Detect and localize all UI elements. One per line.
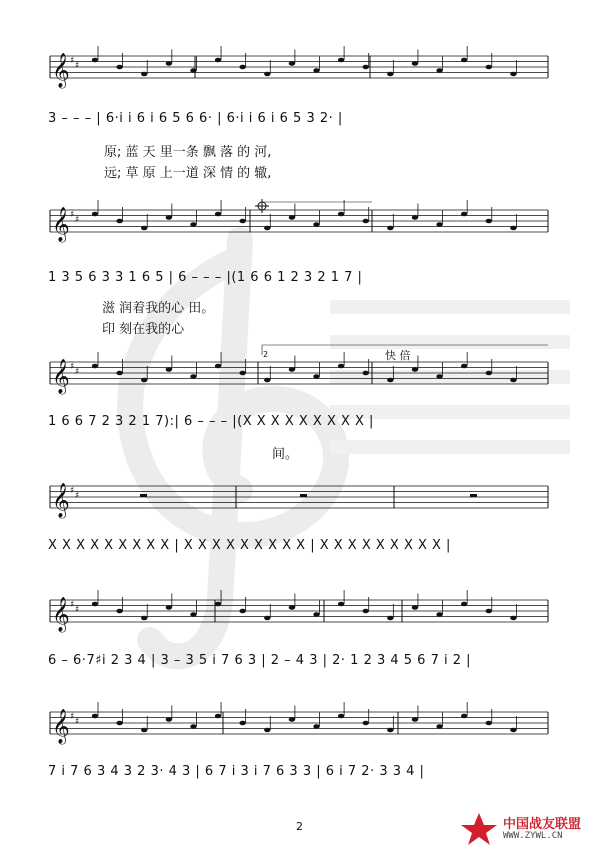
- half-rest: [140, 494, 147, 497]
- note-head: [141, 72, 147, 77]
- note-head: [92, 212, 98, 217]
- note-head: [264, 378, 270, 383]
- site-url: WWW.ZYWL.CN: [503, 831, 563, 841]
- note-head: [239, 609, 245, 614]
- note-head: [190, 612, 196, 617]
- note-head: [289, 367, 295, 372]
- sharp-icon: ♯: [75, 367, 80, 377]
- note-head: [215, 714, 221, 719]
- lyric-line: 原; 蓝 天 里一条 飘 落 的 河,: [104, 145, 272, 160]
- note-head: [387, 616, 393, 621]
- note-head: [338, 212, 344, 217]
- sharp-icon: ♯: [70, 210, 75, 220]
- note-head: [363, 65, 369, 70]
- note-head: [166, 215, 172, 220]
- note-head: [239, 65, 245, 70]
- note-head: [313, 612, 319, 617]
- sharp-icon: ♯: [75, 717, 80, 727]
- note-head: [486, 371, 492, 376]
- note-head: [363, 721, 369, 726]
- note-head: [338, 714, 344, 719]
- note-head: [486, 609, 492, 614]
- note-head: [313, 222, 319, 227]
- note-head: [239, 371, 245, 376]
- volta-number: 2: [263, 350, 269, 359]
- note-head: [486, 219, 492, 224]
- note-head: [363, 371, 369, 376]
- note-head: [387, 226, 393, 231]
- note-head: [116, 65, 122, 70]
- note-head: [289, 717, 295, 722]
- sharp-icon: ♯: [75, 491, 80, 501]
- note-head: [510, 616, 516, 621]
- half-rest: [300, 494, 307, 497]
- note-head: [436, 612, 442, 617]
- note-head: [363, 219, 369, 224]
- jianpu-row: 1 6 6 7 2 3 2 1 7):| 6 – – – |(X X X X X X X X X |: [48, 414, 374, 429]
- note-head: [166, 61, 172, 66]
- note-head: [363, 609, 369, 614]
- note-head: [92, 364, 98, 369]
- note-head: [510, 226, 516, 231]
- sharp-icon: ♯: [70, 600, 75, 610]
- sharp-icon: ♯: [75, 605, 80, 615]
- note-head: [289, 215, 295, 220]
- note-head: [166, 717, 172, 722]
- lyric-line: 远; 草 原 上一道 深 情 的 辙,: [104, 166, 272, 181]
- half-rest: [470, 494, 477, 497]
- note-head: [141, 728, 147, 733]
- sharp-icon: ♯: [75, 215, 80, 225]
- note-head: [338, 58, 344, 63]
- note-head: [338, 364, 344, 369]
- note-head: [436, 374, 442, 379]
- note-head: [215, 602, 221, 607]
- jianpu-row: 3 – – – | 6·i i 6 i 6 5 6 6· | 6·i i 6 i 6 5 3 2· |: [48, 111, 343, 126]
- treble-clef-icon: 𝄞: [52, 597, 70, 632]
- note-head: [486, 65, 492, 70]
- note-head: [461, 364, 467, 369]
- jianpu-row: 7 i 7 6 3 4 3 2 3· 4 3 | 6 7 i 3 i 7 6 3 3 | 6 i 7 2· 3 3 4 |: [48, 764, 425, 779]
- note-head: [412, 367, 418, 372]
- note-head: [166, 605, 172, 610]
- note-head: [412, 605, 418, 610]
- treble-clef-icon: 𝄞: [52, 359, 70, 394]
- note-head: [215, 212, 221, 217]
- note-head: [215, 58, 221, 63]
- note-head: [461, 212, 467, 217]
- note-head: [313, 68, 319, 73]
- sharp-icon: ♯: [70, 56, 75, 66]
- note-head: [387, 72, 393, 77]
- note-head: [239, 721, 245, 726]
- sharp-icon: ♯: [70, 712, 75, 722]
- note-head: [436, 724, 442, 729]
- note-head: [510, 72, 516, 77]
- note-head: [116, 371, 122, 376]
- sharp-icon: ♯: [70, 362, 75, 372]
- note-head: [510, 728, 516, 733]
- note-head: [313, 374, 319, 379]
- note-head: [338, 602, 344, 607]
- treble-clef-icon: 𝄞: [52, 709, 70, 744]
- treble-clef-icon: 𝄞: [52, 53, 70, 88]
- note-head: [313, 724, 319, 729]
- note-head: [412, 61, 418, 66]
- note-head: [141, 616, 147, 621]
- page-number: 2: [296, 820, 303, 833]
- note-head: [486, 721, 492, 726]
- note-head: [239, 219, 245, 224]
- note-head: [510, 378, 516, 383]
- lyric-line: 间。: [272, 447, 299, 462]
- note-head: [116, 219, 122, 224]
- note-head: [436, 222, 442, 227]
- note-head: [92, 602, 98, 607]
- note-head: [289, 61, 295, 66]
- note-head: [141, 226, 147, 231]
- note-head: [436, 68, 442, 73]
- note-head: [387, 728, 393, 733]
- jianpu-row: 1 3 5 6 3 3 1 6 5 | 6 – – – |(1 6 6 1 2 3 2 1 7 |: [48, 270, 363, 285]
- lyric-line: 滋 润着我的心 田。: [102, 301, 215, 316]
- note-head: [190, 68, 196, 73]
- note-head: [92, 58, 98, 63]
- note-head: [190, 222, 196, 227]
- tempo-marking: 快 倍: [385, 349, 411, 362]
- note-head: [264, 616, 270, 621]
- site-logo: [459, 811, 599, 845]
- note-head: [461, 602, 467, 607]
- note-head: [116, 609, 122, 614]
- note-head: [289, 605, 295, 610]
- note-head: [116, 721, 122, 726]
- sharp-icon: ♯: [75, 61, 80, 71]
- note-head: [461, 714, 467, 719]
- jianpu-row: X X X X X X X X X | X X X X X X X X X | X X X X X X X X X |: [48, 538, 451, 553]
- note-head: [190, 374, 196, 379]
- note-head: [264, 226, 270, 231]
- site-name: 中国战友联盟: [503, 817, 582, 832]
- note-head: [412, 717, 418, 722]
- note-head: [461, 58, 467, 63]
- sharp-icon: ♯: [70, 486, 75, 496]
- star-logo-icon: [459, 811, 499, 845]
- note-head: [92, 714, 98, 719]
- note-head: [190, 724, 196, 729]
- note-head: [387, 378, 393, 383]
- jianpu-row: 6 – 6·7♯i 2 3 4 | 3 – 3 5 i 7 6 3 | 2 – 4 3 | 2· 1 2 3 4 5 6 7 i 2 |: [48, 653, 472, 668]
- treble-clef-icon: 𝄞: [52, 483, 70, 518]
- note-head: [412, 215, 418, 220]
- lyric-line: 印 刻在我的心: [102, 322, 185, 337]
- treble-clef-icon: 𝄞: [52, 207, 70, 242]
- note-head: [264, 728, 270, 733]
- note-head: [264, 72, 270, 77]
- note-head: [141, 378, 147, 383]
- note-head: [215, 364, 221, 369]
- note-head: [166, 367, 172, 372]
